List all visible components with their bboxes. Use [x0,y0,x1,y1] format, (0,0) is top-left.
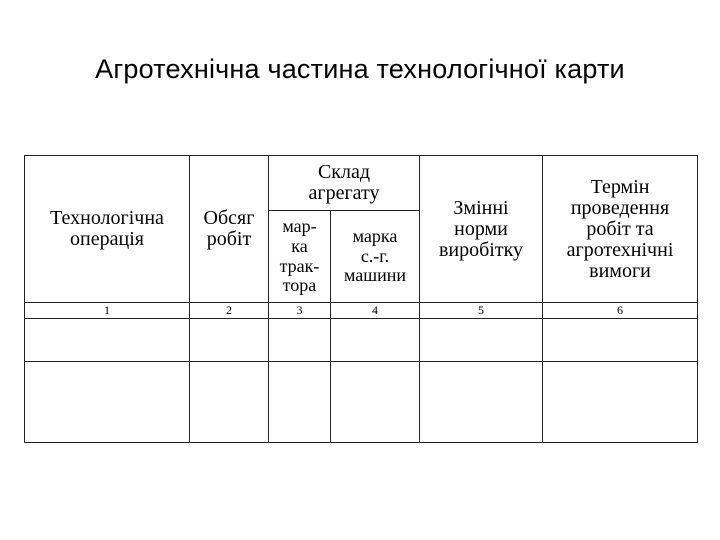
header-volume: Обсяг робіт [203,207,255,250]
table-border-right [697,155,698,443]
tech-card-table [24,155,698,443]
table-border-bottom [24,442,698,443]
column-number: 5 [478,303,484,318]
header-operation: Технологічна операція [50,207,164,250]
column-number: 6 [617,303,623,318]
header-tractor-brand: мар- ка трак- тора [279,215,320,296]
column-number: 2 [226,303,232,318]
column-number: 3 [296,303,303,318]
table-row [25,362,697,442]
column-number: 1 [104,303,110,318]
header-composition: Склад агрегату [308,161,380,204]
slide-title: Агротехнічна частина технологічної карти [95,54,625,84]
header-timing: Термін проведення робіт та агротехнічні вимоги [566,175,674,282]
column-number: 4 [372,303,378,318]
table-row [25,319,697,361]
header-machine-brand: марка с.-г. машини [343,225,406,286]
header-shift-norms: Змінні норми виробітку [438,196,524,261]
